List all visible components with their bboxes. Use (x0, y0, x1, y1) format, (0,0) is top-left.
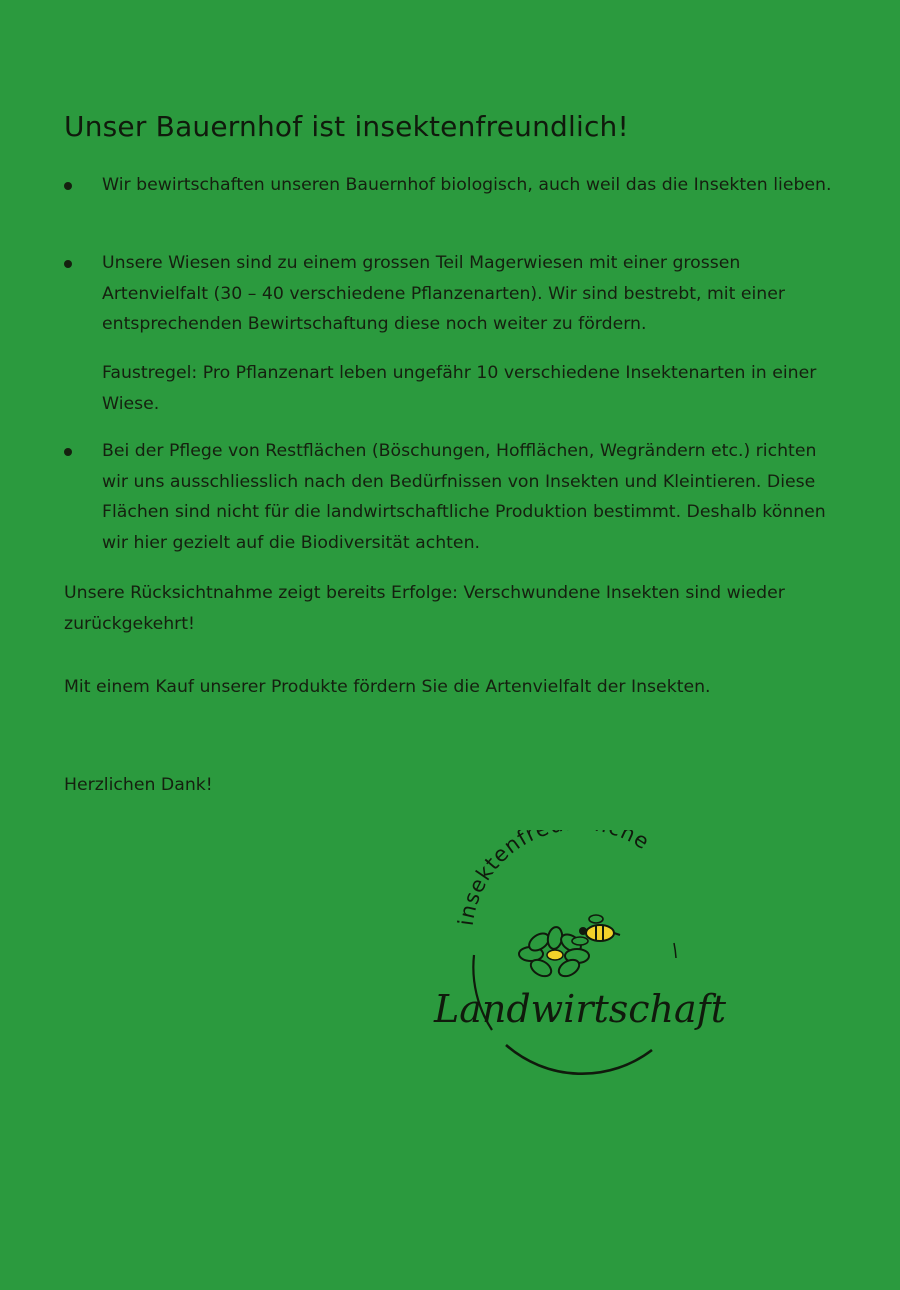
bullet-dot (64, 448, 72, 456)
closing-thanks: Herzlichen Dank! (64, 775, 213, 795)
purchase-paragraph: Mit einem Kauf unserer Produkte fördern Sie die Artenvielfalt der Insekten. (64, 677, 711, 697)
bullet-dot (64, 260, 72, 268)
note-text: Faustregel: Pro Pflanzenart leben ungefähr 10 verschiedene Insektenarten in einer Wiese. (102, 363, 817, 414)
bullet-dot (64, 182, 72, 190)
bullet-text: Wir bewirtschaften unseren Bauernhof biologisch, auch weil das die Insekten lieben. (102, 175, 832, 195)
bullet-text: Bei der Pflege von Restflächen (Böschungen, Hofflächen, Wegrändern etc.) richten wir uns ausschliesslich nach den Bedürfnissen von Insekten und Kleintieren. Diese Flächen sind nicht für die landwirtschaftliche Produktion bestimmt. Deshalb können wir hier gezielt auf die Biodiversität achten. (102, 441, 826, 553)
logo-arc-text: insektenfr he (453, 830, 655, 928)
logo-main-text: Landwirtschaft (433, 987, 727, 1031)
bee-icon (572, 915, 620, 945)
logo-graphic (430, 830, 730, 1110)
bullet-text: Unsere Wiesen sind zu einem grossen Teil Magerwiesen mit einer grossen Artenvielfalt (30 – 40 verschiedene Pflanzenarten). Wir sind bestrebt, mit einer entsprechenden Bewirtschaftung diese noch weiter zu fördern. (102, 253, 785, 334)
logo-ring-right-arc (674, 943, 676, 958)
insektenfreundliche-landwirtschaft-logo (430, 830, 730, 1110)
logo-ring-bottom-arc (506, 1045, 652, 1074)
success-paragraph: Unsere Rücksichtnahme zeigt bereits Erfolge: Verschwundene Insekten sind wieder zurückgekehrt! (64, 583, 785, 634)
flower-icon (519, 926, 589, 980)
page-title: Unser Bauernhof ist insektenfreundlich! (64, 110, 629, 143)
